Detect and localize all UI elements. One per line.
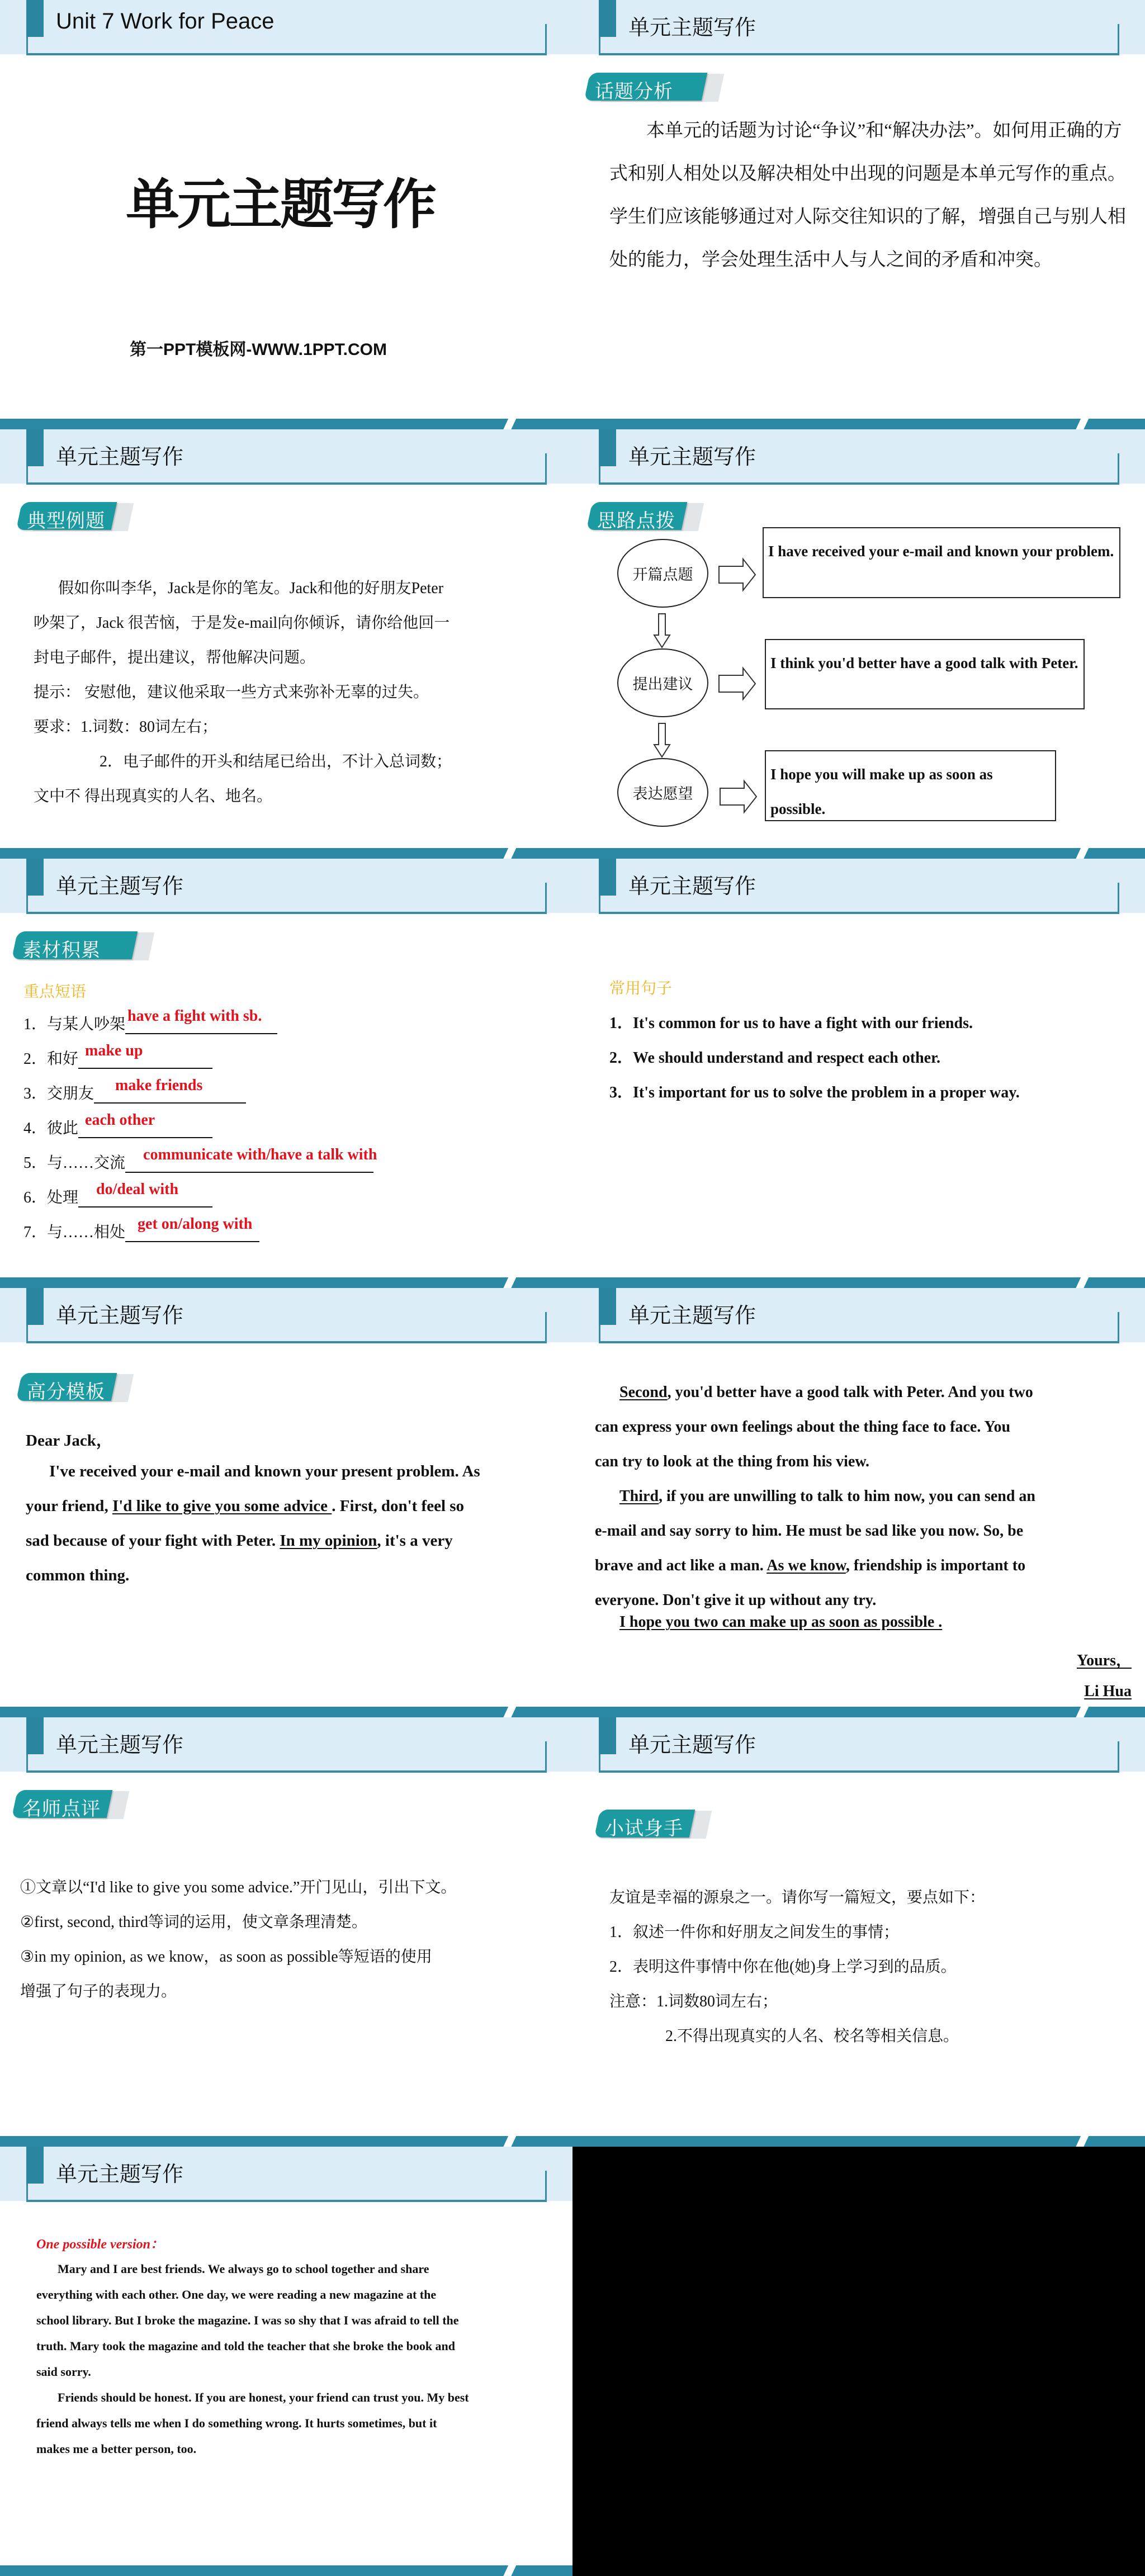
divider [599,1770,1119,1773]
slide-header-title: 单元主题写作 [628,1732,756,1757]
slide-sample-answer [0,2147,572,2576]
section-tag [587,73,704,102]
text: sad because of your fight with Peter. [26,1532,280,1550]
slide-header-title: 单元主题写作 [56,2162,184,2186]
slide-header-title: 单元主题写作 [628,874,756,898]
slide-common-sentences [572,859,1145,1288]
text: . First, don't feel so [332,1497,465,1515]
practice-line: 友谊是幸福的源泉之一。请你写一篇短文，要点如下： [609,1889,986,1906]
section-tag-label: 话题分析 [595,80,673,103]
header-accent [26,0,44,37]
task-requirement: 2．电子邮件的开头和结尾已给出，不计入总词数； [100,753,452,770]
letter-line: can try to look at the thing from his view. [595,1453,870,1470]
phrase-prompt: 3．交朋友 [23,1085,94,1102]
header-accent [26,1717,44,1754]
letter-signature: Li Hua [1084,1683,1132,1700]
slide-header-title: 单元主题写作 [56,874,184,898]
text: , you'd better have a good talk with Peter. And you two [667,1384,1033,1401]
comment-line: 增强了句子的表现力。 [20,1983,177,2000]
task-requirement: 文中不 得出现真实的人名、地名。 [34,788,273,805]
header-accent [599,1717,616,1754]
slide-title [0,0,572,429]
phrase-item [23,1042,212,1069]
letter-body [595,1375,1035,1618]
divider [545,2171,547,2201]
letter-greeting: Dear Jack， [26,1432,112,1450]
phrase-item [23,1215,259,1242]
slide-header-title: 单元主题写作 [628,444,756,469]
divider [599,1754,600,1772]
divider [599,1341,1119,1343]
footer-bar [0,1707,572,1717]
letter-line [595,1375,1035,1410]
subtitle: 第一PPT模板网-WWW.1PPT.COM [130,340,387,359]
footer-bar [0,419,572,429]
section-tag-label: 素材积累 [22,939,101,962]
flow-arrows [572,429,1145,859]
divider [599,37,600,55]
answer-blank [78,1042,212,1069]
section-subheading: 常用句子 [609,980,673,997]
divider [599,53,1119,55]
topic-paragraph: 本单元的话题为讨论“争议”和“解决办法”。如何用正确的方式和别人相处以及解决相处中出现的问题是本单元写作的重点。学生们应该能够通过对人际交往知识的了解，增强自己与别人相处的能力，学会处理生活中人与人之间的矛盾和冲突。 [609,121,1126,270]
section-tag-label: 典型例题 [27,510,105,532]
text: brave and act like a man. [595,1557,767,1574]
right-arrow-icon [720,781,756,812]
flow-step-box: I have received your e-mail and known your problem. [763,527,1120,598]
header-accent [599,0,616,37]
phrase-answer: make up [85,1042,143,1059]
down-arrow-icon [654,723,670,757]
slide-header-title: 单元主题写作 [628,15,756,40]
comment-line: ③in my opinion, as we know，as soon as possible等短语的使用 [20,1948,432,1966]
footer-bar [572,2136,1145,2147]
letter-closing: Yours， [1076,1652,1132,1669]
divider [545,1741,547,1772]
sentence-item: 2．We should understand and respect each other. [609,1049,940,1067]
slide-example-task [0,429,572,859]
letter-line [26,1532,453,1550]
divider [26,1770,547,1773]
phrase-answer: get on/along with [138,1215,253,1233]
section-tag [19,1373,114,1402]
phrase-item [23,1077,246,1104]
comment-line: ①文章以“I'd like to give you some advice.”开门见山，引出下文。 [20,1879,457,1896]
footer-bar [0,2565,572,2576]
phrase-answer: have a fight with sb. [127,1007,262,1025]
text: , it's a very [377,1532,453,1550]
phrase-item [23,1007,277,1034]
divider [1118,1312,1119,1343]
divider [26,2200,547,2202]
slide-header-title: 单元主题写作 [56,1732,184,1757]
essay-line: friend always tells me when I do something wrong. It hurts sometimes, but it [36,2416,437,2430]
essay-line: makes me a better person, too. [36,2442,197,2456]
essay-line: Mary and I are best friends. We always go to school together and share [58,2262,429,2276]
header-accent [599,1288,616,1325]
practice-line: 注意：1.词数80词左右； [609,1993,778,2010]
slide-practice [572,1717,1145,2147]
phrase-prompt: 2．和好 [23,1050,79,1068]
header-accent [26,429,44,466]
header-accent [599,859,616,896]
key-phrase: Third [619,1488,659,1505]
flow-step-ellipse: 提出建议 [617,648,708,717]
divider [545,1312,547,1343]
divider [26,1325,28,1343]
letter-line: I've received your e-mail and known your present problem. As [49,1462,480,1480]
divider [26,53,547,55]
letter-line: everyone. Don't give it up without any try. [595,1592,877,1609]
letter-line [26,1497,464,1516]
practice-line: 1．叙述一件你和好朋友之间发生的事情； [609,1924,900,1941]
divider [599,896,600,913]
answer-blank [125,1146,377,1173]
flow-step-box: I think you'd better have a good talk with Peter. [765,639,1085,709]
sentence-item: 1．It's common for us to have a fight with our friends. [609,1015,973,1032]
divider [1118,1741,1119,1772]
divider [1118,24,1119,55]
footer-bar [0,1277,572,1288]
task-line: 吵架了，Jack 很苦恼，于是发e-mail向你倾诉，请你给他回一 [34,614,450,632]
header-accent [26,2147,44,2184]
header-accent [26,859,44,896]
flow-step-ellipse: 表达愿望 [617,758,708,827]
slide-model-letter-1 [0,1288,572,1717]
section-tag [15,931,135,960]
answer-blank [125,1007,277,1034]
phrase-answer: communicate with/have a talk with [143,1146,377,1163]
sentence-item: 3．It's important for us to solve the problem in a proper way. [609,1084,1020,1101]
phrase-prompt: 6．处理 [23,1189,79,1206]
page-title: 单元主题写作 [126,173,434,236]
right-arrow-icon [719,668,755,699]
key-phrase: In my opinion [280,1532,377,1550]
answer-blank [125,1215,259,1242]
section-tag-label: 高分模板 [27,1381,105,1403]
letter-line [595,1479,1035,1514]
divider [599,912,1119,914]
unit-header: Unit 7 Work for Peace [56,9,275,34]
task-hint: 提示： 安慰他，建议他采取一些方式来弥补无辜的过失。 [34,684,429,701]
key-phrase: Second [619,1384,668,1401]
divider [26,912,547,914]
key-phrase: I'd like to give you some advice [112,1497,332,1515]
divider [545,883,547,913]
answer-blank [94,1077,246,1104]
divider [545,453,547,484]
divider [26,2184,28,2201]
task-line: 假如你叫李华，Jack是你的笔友。Jack和他的好朋友Peter [58,580,444,597]
comment-line: ②first, second, third等词的运用，使文章条理清楚。 [20,1914,367,1931]
practice-line: 2．表明这件事情中你在他(她)身上学习到的品质。 [609,1958,957,1976]
text: , if you are unwilling to talk to him now, you can send an [659,1488,1035,1505]
divider [26,482,547,485]
closing-wish: I hope you two can make up as soon as possible . [619,1613,943,1631]
slide-topic-analysis [572,0,1145,429]
down-arrow-icon [654,614,670,647]
sample-label: One possible version： [36,2237,164,2252]
essay-line: everything with each other. One day, we were reading a new magazine at the [36,2288,437,2302]
essay-line: Friends should be honest. If you are honest, your friend can trust you. My best [58,2390,469,2404]
slide-model-letter-2 [572,1288,1145,1717]
right-arrow-icon [719,559,755,590]
sample-essay [36,2256,469,2462]
phrase-prompt: 5．与……交流 [23,1154,126,1172]
phrase-item [23,1146,377,1173]
section-tag-label: 名师点评 [22,1798,101,1820]
essay-line: school library. But I broke the magazine. I was so shy that I was afraid to tell the [36,2313,459,2327]
phrase-answer: make friends [115,1077,203,1094]
text: , friendship is important to [845,1557,1026,1574]
slide-header-title: 单元主题写作 [56,444,184,469]
section-subheading: 重点短语 [23,983,87,1001]
task-requirement: 要求：1.词数：80词左右； [34,718,218,736]
footer-bar [572,1277,1145,1288]
divider [599,1325,600,1343]
task-line: 封电子邮件，提出建议，帮他解决问题。 [34,649,316,666]
divider [26,37,28,55]
answer-blank [78,1111,212,1138]
divider [26,1754,28,1772]
answer-blank [78,1181,212,1208]
slide-teacher-comments [0,1717,572,2147]
footer-bar [0,2136,572,2147]
divider [26,466,28,484]
essay-line: said sorry. [36,2365,91,2379]
footer-bar [572,848,1145,859]
letter-line: common thing. [26,1566,130,1584]
phrase-answer: each other [85,1111,155,1129]
phrase-prompt: 7．与……相处 [23,1224,126,1241]
footer-bar [0,848,572,859]
divider [1118,883,1119,913]
flow-step-box: I hope you will make up as soon as possible. [765,750,1056,821]
section-tag [15,1790,110,1819]
section-tag [597,1810,692,1839]
footer-bar [572,419,1145,429]
practice-line: 2.不得出现真实的人名、校名等相关信息。 [665,2028,959,2045]
slide-header-title: 单元主题写作 [628,1303,756,1328]
section-tag [19,502,114,531]
phrase-item [23,1181,212,1208]
section-tag-label: 思路点拨 [597,510,675,532]
phrase-answer: do/deal with [96,1181,179,1198]
phrase-prompt: 1．与某人吵架 [23,1016,126,1033]
letter-line: can express your own feelings about the thing face to face. You [595,1418,1011,1436]
flow-step-ellipse: 开篇点题 [617,539,708,608]
phrase-prompt: 4．彼此 [23,1120,79,1137]
letter-line: e-mail and say sorry to him. He must be sad like you now. So, be [595,1522,1024,1540]
divider [26,1341,547,1343]
section-tag-label: 小试身手 [605,1817,683,1840]
header-accent [26,1288,44,1325]
essay-line: truth. Mary took the magazine and told the teacher that she broke the book and [36,2339,456,2353]
slide-outline-flowchart [572,429,1145,859]
slide-header-title: 单元主题写作 [56,1303,184,1328]
footer-bar [572,1707,1145,1717]
key-phrase: As we know [767,1557,846,1574]
divider [26,896,28,913]
phrase-item [23,1111,212,1138]
divider [545,24,547,55]
text: your friend, [26,1497,112,1515]
letter-line [595,1549,1035,1583]
slide-key-phrases [0,859,572,1288]
